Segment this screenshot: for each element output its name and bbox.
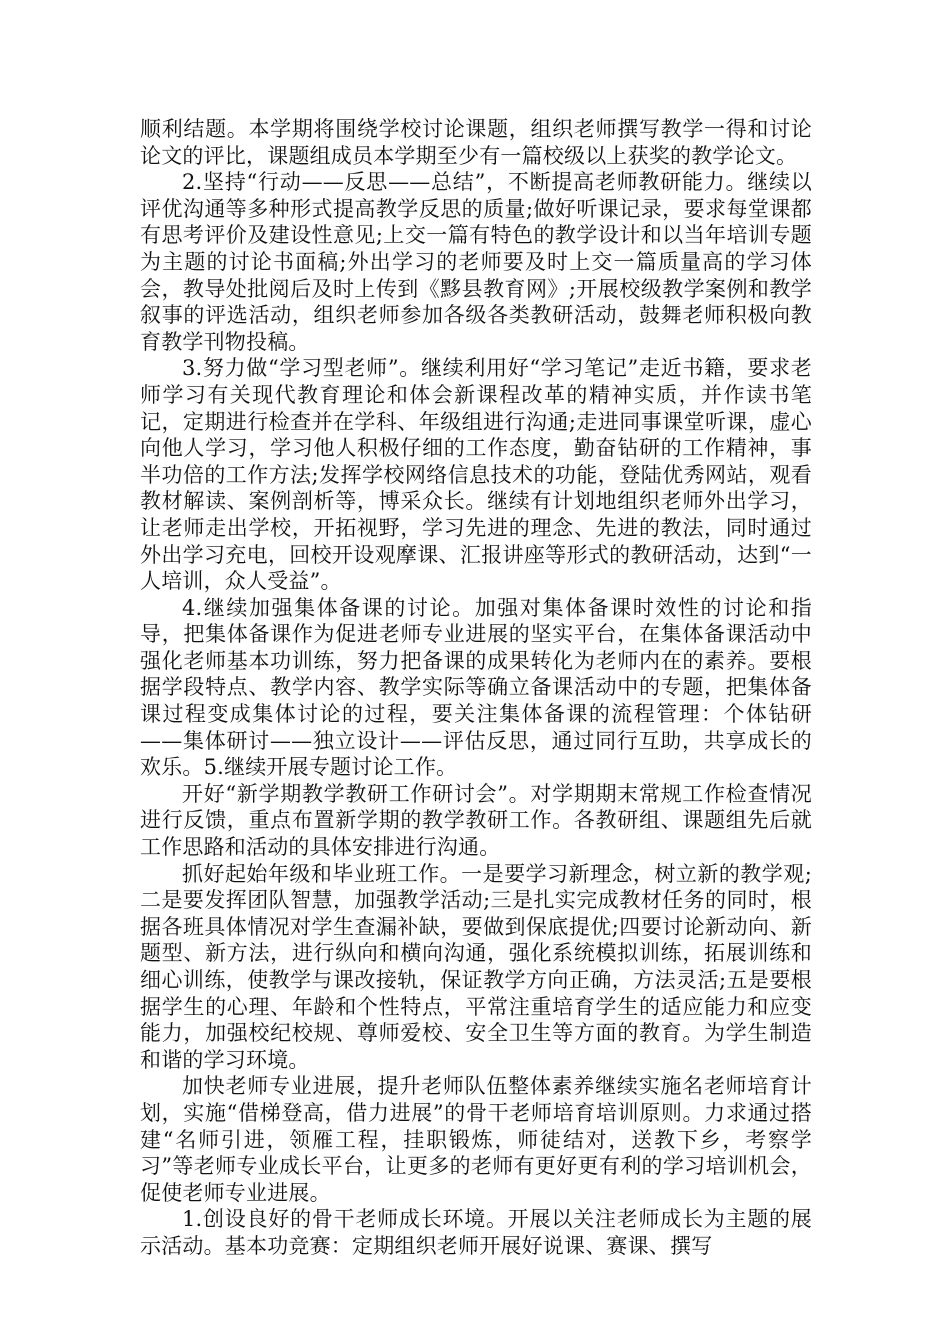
paragraph-item-4: 4.继续加强集体备课的讨论。加强对集体备课时效性的讨论和指导，把集体备课作为促进老师专业进展的坚实平台，在集体备课活动中强化老师基本功训练，努力把备课的成果转化为老师内在的素养。要根据学段特点、教学内容、教学实际等确立备课活动中的专题，把集体备课过程变成集体讨论的过程，要关注集体备课的流程管理：个体钻研——集体研讨——独立设计——评估反思，通过同行互助，共享成长的欢乐。5.继续开展专题讨论工作。 — [140, 595, 812, 780]
document-page — [140, 116, 812, 1260]
paragraph-item-2: 2.坚持“行动——反思——总结”，不断提高老师教研能力。继续以评优沟通等多种形式提高教学反思的质量;做好听课记录，要求每堂课都有思考评价及建设性意见;上交一篇有特色的教学设计和以当年培训专题为主题的讨论书面稿;外出学习的老师要及时上交一篇质量高的学习体会，教导处批阅后及时上传到《黟县教育网》;开展校级教学案例和教学叙事的评选活动，组织老师参加各级各类教研活动，鼓舞老师积极向教育教学刊物投稿。 — [140, 170, 812, 354]
paragraph-graduating-classes: 抓好起始年级和毕业班工作。一是要学习新理念，树立新的教学观;二是要发挥团队智慧，加强教学活动;三是扎实完成教材任务的同时，根据各班具体情况对学生查漏补缺，要做到保底提优;四要讨论新动向、新题型、新方法，进行纵向和横向沟通，强化系统模拟训练，拓展训练和细心训练，使教学与课改接轨，保证教学方向正确，方法灵活;五是要根据学生的心理、年龄和个性特点，平常注重培育学生的适应能力和应变能力，加强校纪校规、尊师爱校、安全卫生等方面的教育。为学生制造和谐的学习环境。 — [140, 861, 812, 1072]
paragraph-seminar: 开好“新学期教学教研工作研讨会”。对学期期末常规工作检查情况进行反馈，重点布置新学期的教学教研工作。各教研组、课题组先后就工作思路和活动的具体安排进行沟通。 — [140, 781, 812, 860]
paragraph-continuation: 顺利结题。本学期将围绕学校讨论课题，组织老师撰写教学一得和讨论论文的评比，课题组成员本学期至少有一篇校级以上获奖的教学论文。 — [140, 117, 812, 168]
paragraph-item-3: 3.努力做“学习型老师”。继续利用好“学习笔记”走近书籍，要求老师学习有关现代教育理论和体会新课程改革的精神实质，并作读书笔记，定期进行检查并在学科、年级组进行沟通;走进同事课堂听课，虚心向他人学习，学习他人积极仔细的工作态度，勤奋钻研的工作精神，事半功倍的工作方法;发挥学校网络信息技术的功能，登陆优秀网站，观看教材解读、案例剖析等，博采众长。继续有计划地组织老师外出学习，让老师走出学校，开拓视野，学习先进的理念、先进的教法，同时通过外出学习充电，回校开设观摩课、汇报讲座等形式的教研活动，达到“一人培训，众人受益”。 — [140, 356, 812, 594]
paragraph-teacher-development: 加快老师专业进展，提升老师队伍整体素养继续实施名老师培育计划，实施“借梯登高，借力进展”的骨干老师培育培训原则。力求通过搭建“名师引进，领雁工程，挂职锻炼，师徒结对，送教下乡，考察学习”等老师专业成长平台，让更多的老师有更好更有利的学习培训机会，促使老师专业进展。 — [140, 1074, 812, 1205]
paragraph-item-1-environment: 1.创设良好的骨干老师成长环境。开展以关注老师成长为主题的展示活动。基本功竞赛：定期组织老师开展好说课、赛课、撰写 — [140, 1207, 812, 1258]
